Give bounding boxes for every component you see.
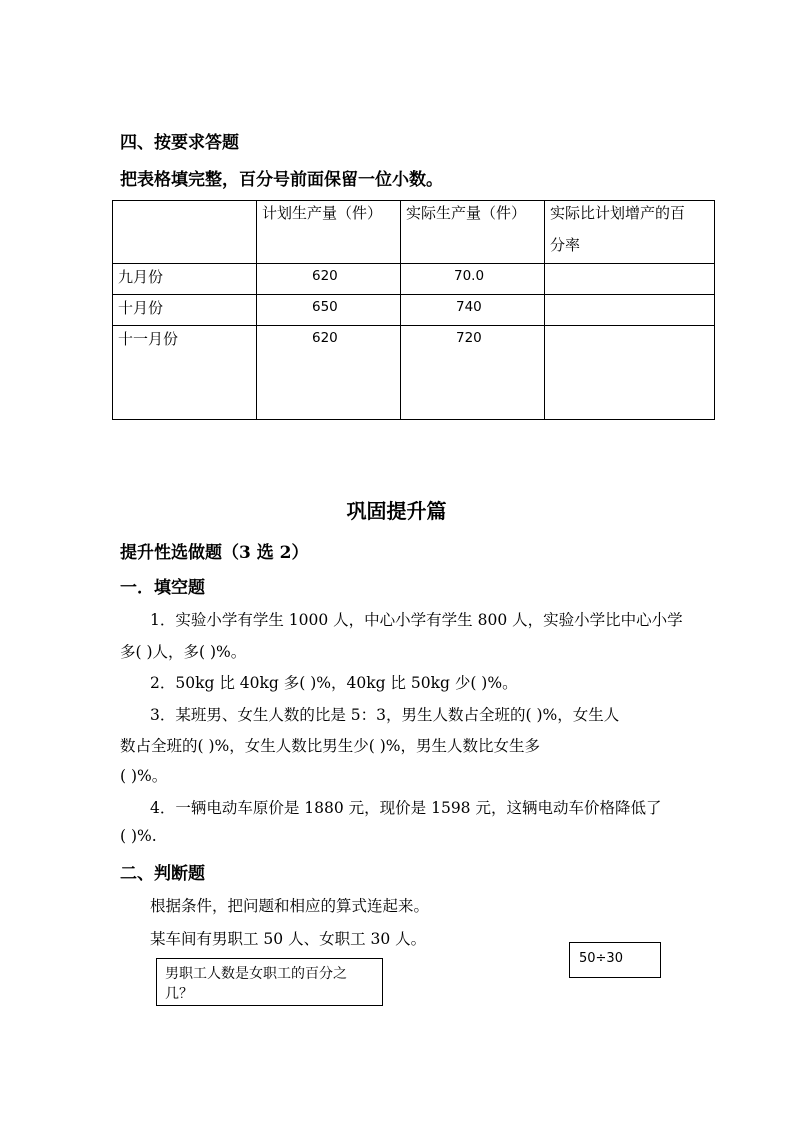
- question-box[interactable]: [156, 958, 383, 1006]
- q4-line1: 4．一辆电动车原价是 1880 元，现价是 1598 元，这辆电动车价格降低了: [150, 799, 662, 817]
- q1-line1: 1．实验小学有学生 1000 人，中心小学有学生 800 人，实验小学比中心小学: [150, 611, 683, 629]
- question-box-line2: 几？: [165, 986, 193, 1002]
- row-actual: 70.0: [454, 268, 485, 284]
- q3-line1: 3．某班男、女生人数的比是 5：3，男生人数占全班的( )%，女生人: [150, 706, 620, 724]
- header-actual: 实际生产量（件）: [406, 204, 527, 222]
- part2-heading: 二、判断题: [120, 864, 205, 884]
- row-planned: 620: [312, 268, 338, 284]
- row-label: 十一月份: [118, 330, 179, 348]
- part2-condition: 某车间有男职工 50 人、女职工 30 人。: [150, 930, 427, 948]
- q3-line2: 数占全班的( )%，女生人数比男生少( )%，男生人数比女生多: [120, 737, 541, 755]
- production-table: [112, 200, 715, 420]
- subtitle: 提升性选做题（3 选 2）: [120, 543, 309, 563]
- page-title: 巩固提升篇: [346, 499, 447, 523]
- q2: 2．50kg 比 40kg 多( )%，40kg 比 50kg 少( )%。: [150, 674, 518, 692]
- question-box-line1: 男职工人数是女职工的百分之: [165, 966, 347, 982]
- formula-box[interactable]: [569, 942, 661, 978]
- q1-line2: 多( )人，多( )%。: [120, 643, 247, 661]
- section-heading: 四、按要求答题: [120, 133, 239, 153]
- part1-heading: 一．填空题: [120, 578, 205, 598]
- row-actual: 720: [456, 330, 482, 346]
- row-planned: 650: [312, 299, 338, 315]
- q4-line2: ( )%.: [120, 827, 157, 845]
- header-rate: 实际比计划增产的百: [550, 204, 686, 222]
- table-instruction: 把表格填完整，百分号前面保留一位小数。: [120, 170, 443, 190]
- formula-text: 50÷30: [579, 951, 623, 966]
- header-planned: 计划生产量（件）: [262, 204, 383, 222]
- row-actual: 740: [456, 299, 482, 315]
- header-rate-cont: 分率: [550, 236, 581, 254]
- part2-instruction: 根据条件，把问题和相应的算式连起来。: [150, 897, 430, 915]
- row-planned: 620: [312, 330, 338, 346]
- row-label: 十月份: [118, 299, 164, 317]
- q3-line3: ( )%。: [120, 767, 168, 785]
- row-label: 九月份: [118, 268, 164, 286]
